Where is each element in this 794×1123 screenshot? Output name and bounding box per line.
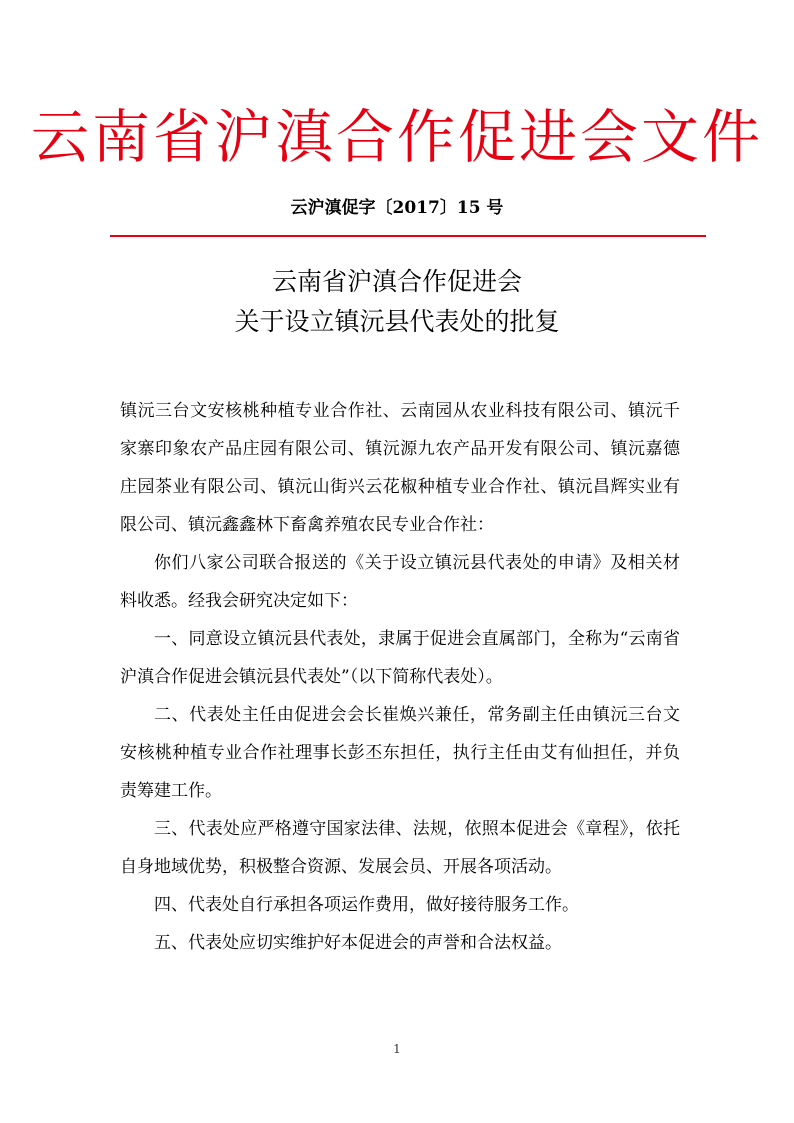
body-paragraph-1: 一、同意设立镇沅县代表处，隶属于促进会直属部门，全称为“云南省沪滇合作促进会镇沅县代表处”（以下简称代表处）。 xyxy=(120,629,680,687)
document-body xyxy=(120,392,680,962)
title-line-1: 云南省沪滇合作促进会 xyxy=(271,267,522,296)
body-paragraph-intro: 你们八家公司联合报送的《关于设立镇沅县代表处的申请》及相关材料收悉。经我会研究决定如下： xyxy=(120,553,680,611)
body-paragraph-2: 二、代表处主任由促进会会长崔焕兴兼任，常务副主任由镇沅三台文安核桃种植专业合作社理事长彭丕东担任，执行主任由艾有仙担任，并负责筹建工作。 xyxy=(120,705,680,801)
body-paragraph-4: 四、代表处自行承担各项运作费用，做好接待服务工作。 xyxy=(154,895,579,915)
document-number: 云沪滇促字〔2017〕15 号 xyxy=(290,198,504,218)
document-title xyxy=(0,262,794,342)
organization-header: 云南省沪滇合作促进会文件 xyxy=(30,103,763,171)
title-line-2: 关于设立镇沅县代表处的批复 xyxy=(234,307,560,336)
body-paragraph-3: 三、代表处应严格遵守国家法律、法规，依照本促进会《章程》，依托自身地域优势，积极整合资源、发展会员、开展各项活动。 xyxy=(120,819,680,877)
addressees: 镇沅三台文安核桃种植专业合作社、云南园从农业科技有限公司、镇沅千家寨印象农产品庄园有限公司、镇沅源九农产品开发有限公司、镇沅嘉德庄园茶业有限公司、镇沅山街兴云花椒种植专业合作社、镇沅昌辉实业有限公司、镇沅鑫鑫林下畜禽养殖农民专业合作社： xyxy=(120,401,680,535)
red-divider-line xyxy=(110,235,706,237)
page-number: 1 xyxy=(393,1042,401,1056)
body-paragraph-5: 五、代表处应切实维护好本促进会的声誉和合法权益。 xyxy=(154,933,562,953)
